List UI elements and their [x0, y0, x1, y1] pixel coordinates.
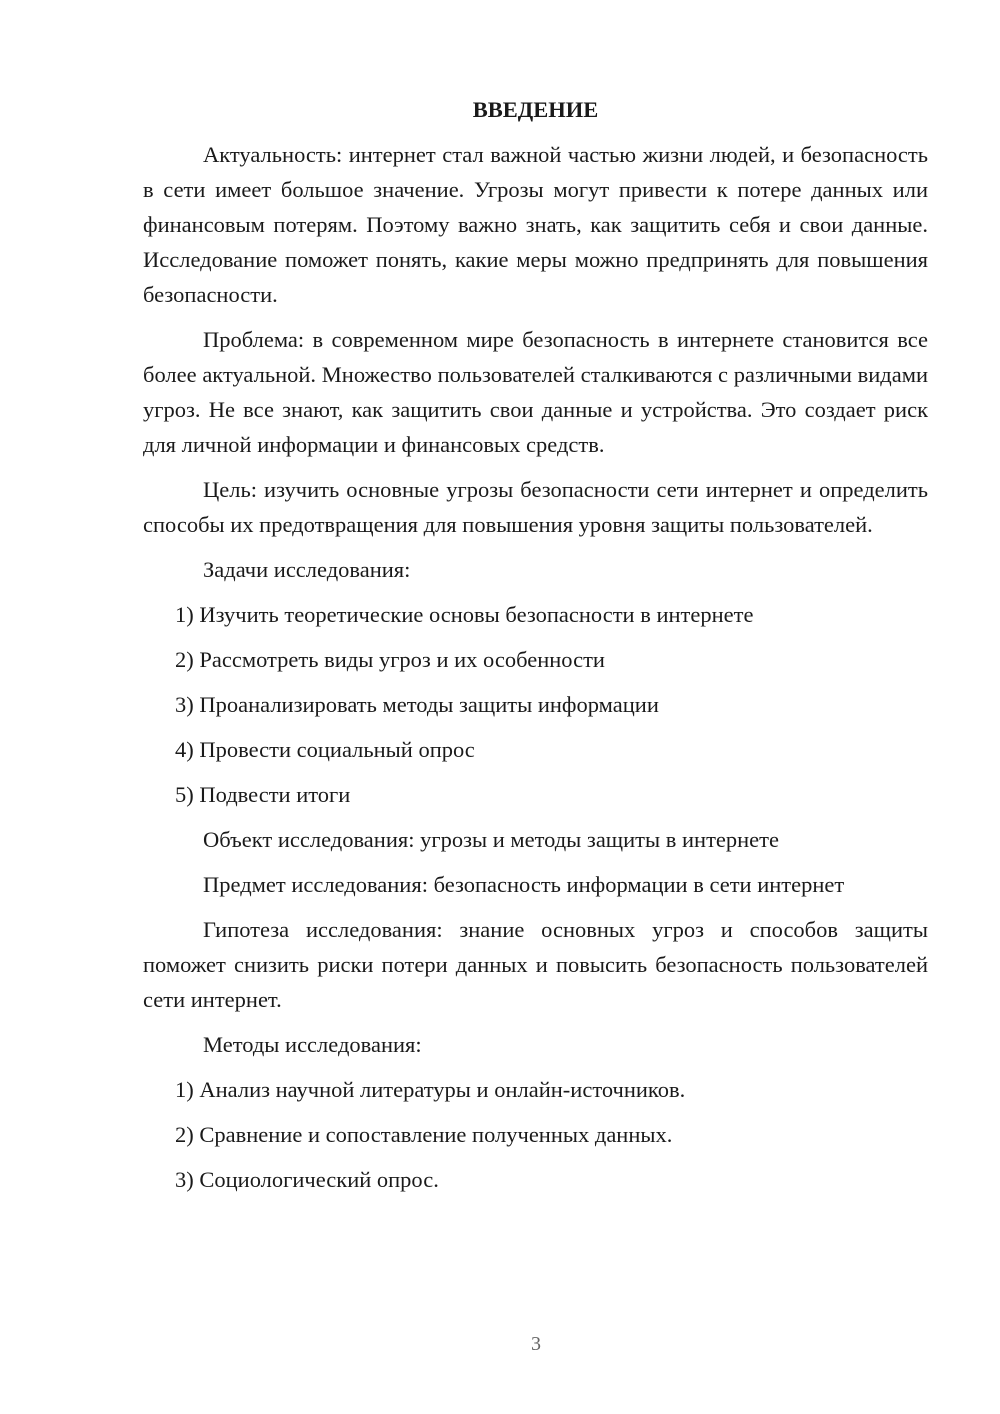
method-item: 3) Социологический опрос.	[175, 1167, 439, 1192]
goal-paragraph: Цель: изучить основные угрозы безопасности сети интернет и определить способы их предотвращения для повышения уровня защиты пользователей.	[143, 477, 928, 537]
task-item: 2) Рассмотреть виды угроз и их особенности	[175, 647, 605, 672]
tasks-list	[143, 597, 928, 812]
tasks-heading: Задачи исследования:	[203, 557, 411, 582]
relevance-paragraph: Актуальность: интернет стал важной частью жизни людей, и безопасность в сети имеет большое значение. Угрозы могут привести к потере данных или финансовым потерям. Поэтому важно знать, как защитить себя и свои данные. Исследование поможет понять, какие меры можно предпринять для повышения безопасности.	[143, 142, 928, 307]
hypothesis-paragraph: Гипотеза исследования: знание основных угроз и способов защиты поможет снизить риски потери данных и повысить безопасность пользователей сети интернет.	[143, 917, 928, 1012]
methods-heading: Методы исследования:	[203, 1032, 422, 1057]
document-page	[143, 95, 928, 1207]
method-item: 1) Анализ научной литературы и онлайн-источников.	[175, 1077, 686, 1102]
task-item: 3) Проанализировать методы защиты информации	[175, 692, 659, 717]
object-line: Объект исследования: угрозы и методы защиты в интернете	[203, 827, 779, 852]
task-item: 4) Провести социальный опрос	[175, 737, 475, 762]
page-title: ВВЕДЕНИЕ	[472, 97, 599, 122]
task-item: 5) Подвести итоги	[175, 782, 351, 807]
problem-paragraph: Проблема: в современном мире безопасность в интернете становится все более актуальной. Множество пользователей сталкиваются с различными видами угроз. Не все знают, как защитить свои данные и устройства. Это создает риск для личной информации и финансовых средств.	[143, 327, 928, 457]
method-item: 2) Сравнение и сопоставление полученных данных.	[175, 1122, 673, 1147]
task-item: 1) Изучить теоретические основы безопасности в интернете	[175, 602, 754, 627]
subject-line: Предмет исследования: безопасность информации в сети интернет	[203, 872, 845, 897]
page-number: 3	[531, 1333, 541, 1355]
methods-list	[143, 1072, 928, 1197]
